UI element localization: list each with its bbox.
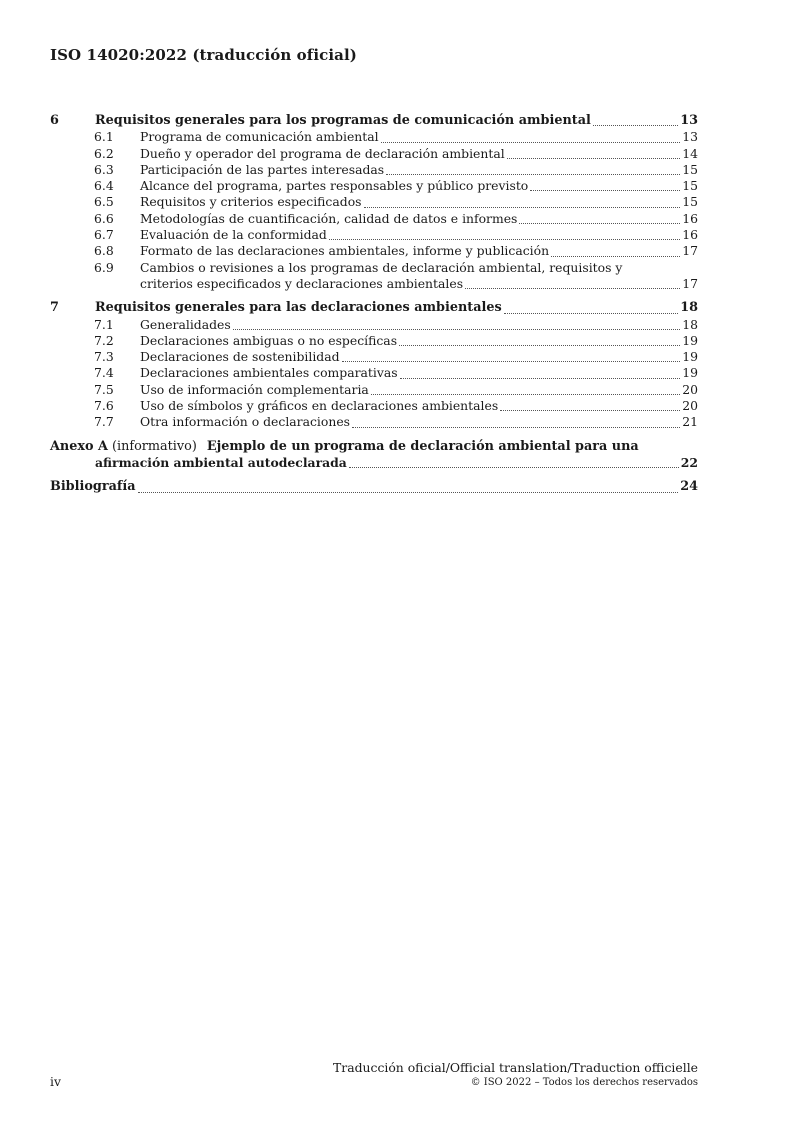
dot-leader (342, 361, 681, 362)
dot-leader (386, 174, 680, 175)
toc-entry-page: 18 (680, 300, 698, 316)
toc-entry-page: 15 (682, 194, 698, 210)
dot-leader (381, 142, 681, 143)
toc-entry-page: 13 (682, 129, 698, 145)
toc-entry-annex-a[interactable] (50, 439, 698, 472)
toc-entry-6-5[interactable] (50, 194, 698, 210)
toc-entry-number: 6.3 (94, 161, 114, 177)
toc-entry-7-1[interactable] (50, 317, 698, 333)
toc-entry-page: 17 (682, 243, 698, 259)
toc-entry-number: 6.2 (94, 145, 114, 161)
toc-entry-7[interactable] (50, 300, 698, 316)
toc-entry-page: 15 (682, 178, 698, 194)
toc-entry-7-5[interactable] (50, 382, 698, 398)
dot-leader (233, 329, 680, 330)
toc-entry-page: 22 (680, 454, 698, 470)
toc-entry-7-7[interactable] (50, 414, 698, 430)
annex-title-line2: afirmación ambiental autodeclarada (95, 454, 347, 470)
toc-entry-6-4[interactable] (50, 178, 698, 194)
toc-entry-number: 6.8 (94, 243, 114, 259)
dot-leader (399, 345, 680, 346)
toc-entry-page: 13 (680, 113, 698, 128)
toc-entry-title-line1: Cambios o revisiones a los programas de declaración ambiental, requisitos y (140, 259, 623, 275)
toc-entry-title: Metodologías de cuantificación, calidad de datos e informes (140, 210, 518, 226)
dot-leader (519, 223, 680, 224)
toc-entry-page: 16 (682, 210, 698, 226)
toc-entry-number: 7 (50, 300, 59, 316)
footer-copyright: © ISO 2022 – Todos los derechos reservados (470, 1077, 698, 1088)
toc-entry-title: Programa de comunicación ambiental (140, 129, 379, 145)
dot-leader (352, 427, 680, 428)
toc-entry-title: Requisitos generales para los programas de comunicación ambiental (95, 113, 591, 128)
toc-entry-title: Generalidades (140, 316, 231, 332)
toc-entry-title: Evaluación de la conformidad (140, 227, 327, 243)
toc-entry-title: Uso de información complementaria (140, 381, 369, 397)
dot-leader (500, 410, 680, 411)
toc-entry-7-6[interactable] (50, 398, 698, 414)
toc-entry-number: 6.4 (94, 178, 114, 194)
toc-entry-page: 20 (682, 398, 698, 414)
dot-leader (364, 207, 681, 208)
toc-entry-number: 7.3 (94, 349, 114, 365)
footer-info (333, 1060, 698, 1090)
toc-entry-7-3[interactable] (50, 349, 698, 365)
dot-leader (329, 239, 680, 240)
dot-leader (465, 288, 680, 289)
toc-entry-number: 7.1 (94, 316, 114, 332)
dot-leader (371, 394, 680, 395)
dot-leader (593, 125, 678, 126)
dot-leader (349, 467, 679, 468)
toc-entry-page: 14 (682, 145, 698, 161)
toc-entry-6-1[interactable] (50, 129, 698, 145)
dot-leader (507, 158, 681, 159)
toc-entry-page: 19 (682, 349, 698, 365)
toc-entry-title: Alcance del programa, partes responsables y público previsto (140, 178, 529, 194)
toc-entry-page: 17 (682, 275, 698, 291)
toc-entry-title: Formato de las declaraciones ambientales, informe y publicación (140, 243, 550, 259)
toc-entry-number: 6.1 (94, 129, 114, 145)
toc-entry-title: Dueño y operador del programa de declaración ambiental (140, 145, 505, 161)
toc-entry-page: 16 (682, 227, 698, 243)
toc-entry-number: 7.2 (94, 332, 114, 348)
annex-label: Anexo A (50, 438, 108, 454)
dot-leader (138, 492, 679, 493)
toc-entry-title-line2: criterios especificados y declaraciones ambientales (140, 275, 464, 291)
toc-entry-number: 6.6 (94, 210, 114, 226)
dot-leader (504, 313, 678, 314)
dot-leader (530, 190, 680, 191)
toc-entry-title: Requisitos generales para las declaraciones ambientales (95, 300, 502, 316)
toc-entry-page: 21 (682, 414, 698, 430)
table-of-contents (50, 113, 698, 496)
toc-entry-6-3[interactable] (50, 162, 698, 178)
dot-leader (551, 256, 680, 257)
toc-entry-6-9[interactable] (50, 260, 698, 293)
toc-entry-6-6[interactable] (50, 211, 698, 227)
toc-entry-number: 7.4 (94, 365, 114, 381)
toc-entry-page: 15 (682, 161, 698, 177)
toc-entry-number: 7.5 (94, 381, 114, 397)
toc-entry-title: Requisitos y criterios especificados (140, 194, 362, 210)
page-number: iv (50, 1074, 61, 1089)
toc-entry-page: 18 (682, 316, 698, 332)
toc-entry-number: 7.7 (94, 414, 114, 430)
toc-entry-number: 6.7 (94, 227, 114, 243)
toc-entry-number: 6.5 (94, 194, 114, 210)
toc-entry-number: 6 (50, 113, 59, 128)
toc-entry-title: Declaraciones ambiguas o no específicas (140, 332, 398, 348)
toc-entry-bibliography[interactable] (50, 479, 698, 495)
dot-leader (400, 378, 681, 379)
annex-title-line1: Ejemplo de un programa de declaración ambiental para una (206, 438, 639, 454)
toc-entry-7-2[interactable] (50, 333, 698, 349)
toc-entry-title: Participación de las partes interesadas (140, 161, 385, 177)
toc-entry-6-2[interactable] (50, 146, 698, 162)
toc-entry-page: 24 (680, 479, 698, 495)
toc-entry-number: 6.9 (94, 259, 114, 275)
toc-entry-number: 7.6 (94, 398, 114, 414)
footer-translation-note: Traducción oficial/Official translation/Traduction officielle (333, 1060, 698, 1075)
toc-entry-title: Declaraciones ambientales comparativas (140, 365, 398, 381)
annex-type: (informativo) (112, 438, 197, 454)
document-header-title: ISO 14020:2022 (traducción oficial) (50, 46, 357, 64)
toc-entry-page: 19 (682, 365, 698, 381)
toc-entry-7-4[interactable] (50, 365, 698, 381)
toc-entry-title: Otra información o declaraciones (140, 414, 351, 430)
toc-entry-title: Declaraciones de sostenibilidad (140, 349, 340, 365)
toc-entry-page: 20 (682, 381, 698, 397)
toc-entry-title: Uso de símbolos y gráficos en declaraciones ambientales (140, 398, 499, 414)
toc-entry-6-8[interactable] (50, 243, 698, 259)
toc-entry-6[interactable] (50, 113, 698, 129)
toc-entry-6-7[interactable] (50, 227, 698, 243)
toc-entry-title: Bibliografía (50, 479, 136, 495)
toc-entry-page: 19 (682, 332, 698, 348)
